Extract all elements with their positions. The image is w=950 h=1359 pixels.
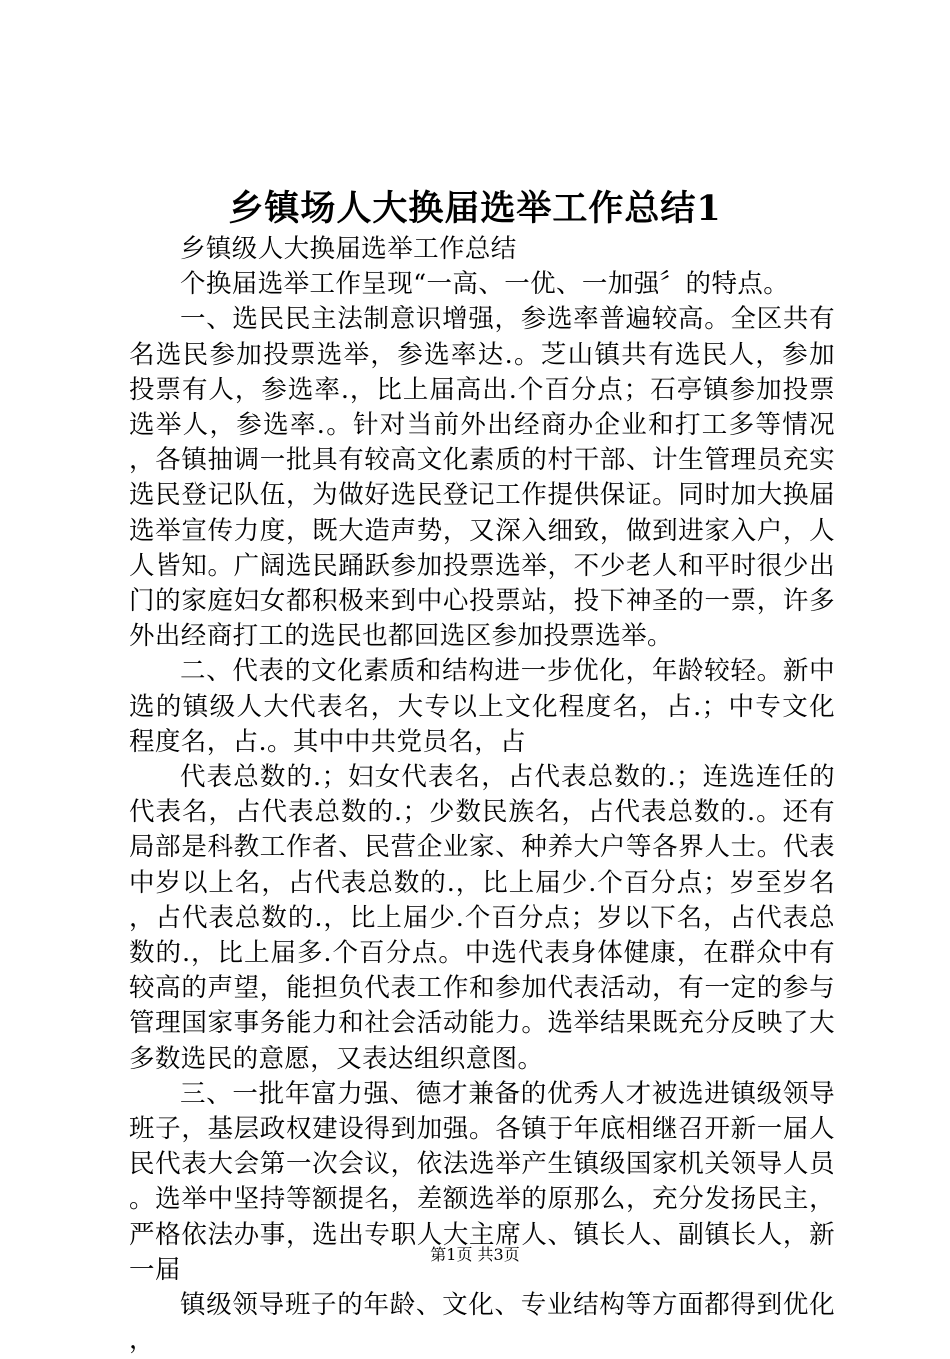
page-footer [0,1244,950,1266]
paragraph-section-three-continued: 镇级领导班子的年龄、文化、专业结构等方面都得到优化， [129,1290,835,1356]
paragraph-intro: 个换届选举工作呈现“一高、一优、一加强〞的特点。 [180,269,790,300]
page-number-label: 第1页 共3页 [430,1245,520,1264]
document-title: 乡镇场人大换届选举工作总结1 [228,188,722,229]
paragraph-section-three: 三、一批年富力强、德才兼备的优秀人才被选进镇级领导班子，基层政权建设得到加强。各镇于年底相继召开新一届人民代表大会第一次会议，依法选举产生镇级国家机关领导人员。选举中坚持等额提名，差额选举的原那么，充分发扬民主，严格依法办事，选出专职人大主席人、镇长人、副镇长人，新一届 [129,1078,835,1285]
paragraph-section-one: 一、选民民主法制意识增强，参选率普遍较高。全区共有名选民参加投票选举，参选率达.。芝山镇共有选民人，参加投票有人，参选率.，比上届高出.个百分点；石亭镇参加投票选举人，参选率.。针对当前外出经商办企业和打工多等情况，各镇抽调一批具有较高文化素质的村干部、计生管理员充实选民登记队伍，为做好选民登记工作提供保证。同时加大换届选举宣传力度，既大造声势，又深入细致，做到进家入户，人人皆知。广阔选民踊跃参加投票选举，不少老人和平时很少出门的家庭妇女都积极来到中心投票站，投下神圣的一票，许多外出经商打工的选民也都回选区参加投票选举。 [129,304,835,652]
document-body [129,232,835,1359]
paragraph-subtitle: 乡镇级人大换届选举工作总结 [180,234,517,264]
paragraph-section-two-continued: 代表总数的.；妇女代表名，占代表总数的.；连选连任的代表名，占代表总数的.；少数民族名，占代表总数的.。还有局部是科教工作者、民营企业家、种养大户等各界人士。代表中岁以上名，占代表总数的.，比上届少.个百分点；岁至岁名，占代表总数的.，比上届少.个百分点；岁以下名，占代表总数的.，比上届多.个百分点。中选代表身体健康，在群众中有较高的声望，能担负代表工作和参加代表活动，有一定的参与管理国家事务能力和社会活动能力。选举结果既充分反映了大多数选民的意愿，又表达组织意图。 [129,762,835,1074]
paragraph-section-two: 二、代表的文化素质和结构进一步优化，年龄较轻。新中选的镇级人大代表名，大专以上文化程度名，占.；中专文化程度名，占.。其中中共党员名，占 [129,656,835,757]
